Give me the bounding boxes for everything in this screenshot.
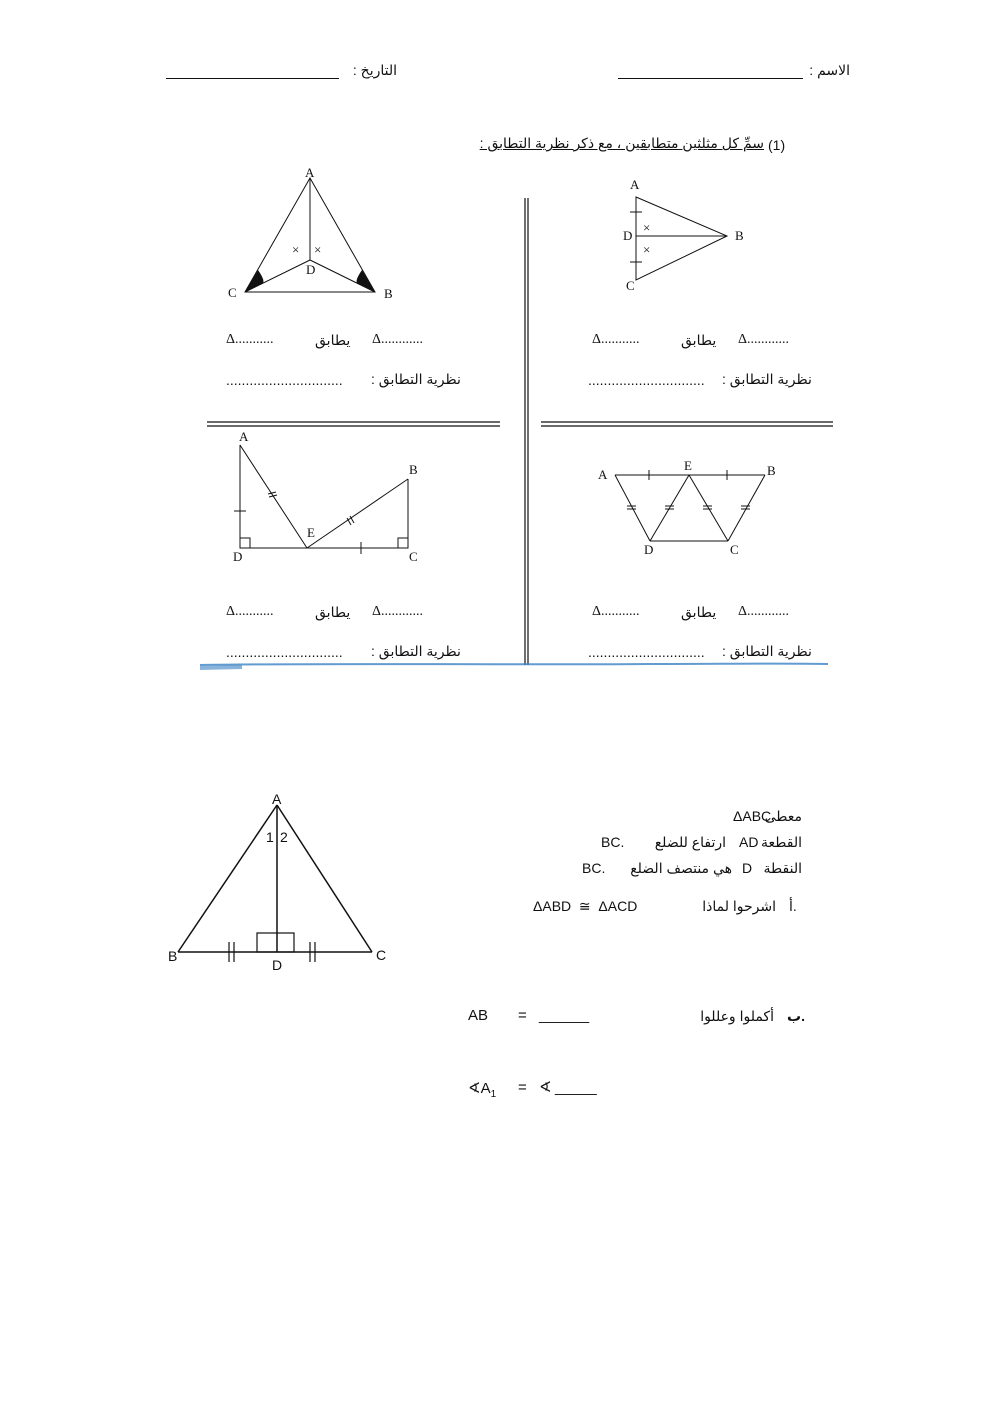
eq1-equals: =: [518, 1007, 527, 1024]
diagram-top-right: [610, 170, 760, 300]
diagram-bottom-left: [225, 425, 425, 570]
eq2-equals: =: [518, 1079, 527, 1096]
bl-theorem-blank[interactable]: ..............................: [226, 644, 343, 660]
part-a-marker: أ.: [789, 898, 797, 914]
svg-text:×: ×: [292, 242, 300, 257]
svg-text:×: ×: [643, 242, 651, 257]
part-a-statement: ΔABD ≅ ΔACD: [533, 898, 638, 914]
br-theorem-blank[interactable]: ..............................: [588, 644, 705, 660]
tl-theorem-label: نظرية التطابق :: [371, 371, 461, 387]
line2-point: D: [742, 860, 753, 876]
diagram-bottom-right: [595, 455, 785, 565]
label-B: B: [409, 462, 418, 477]
tr-theorem-label: نظرية التطابق :: [722, 371, 812, 387]
tr-triangle1-blank[interactable]: Δ...........: [592, 332, 640, 347]
label-E: E: [307, 525, 315, 540]
bl-triangle2-blank[interactable]: Δ............: [372, 604, 424, 619]
label-C: C: [376, 947, 387, 963]
label-angle1: 1: [266, 829, 274, 845]
label-D: D: [233, 549, 243, 564]
eq1-left: AB: [468, 1007, 489, 1024]
tr-congruent-word: يطابق: [681, 332, 717, 348]
label-angle2: 2: [280, 829, 288, 845]
label-A: A: [272, 791, 282, 807]
tl-triangle2-blank[interactable]: Δ............: [372, 332, 424, 347]
br-triangle2-blank[interactable]: Δ............: [738, 604, 790, 619]
given-label: معطى: [764, 808, 802, 824]
label-B: B: [168, 948, 178, 964]
label-C: C: [228, 285, 237, 300]
br-congruent-word: يطابق: [681, 604, 717, 620]
label-D: D: [644, 542, 654, 557]
question1-grid-lines: [0, 0, 1000, 700]
svg-text:×: ×: [643, 220, 651, 235]
tr-theorem-blank[interactable]: ..............................: [588, 372, 705, 388]
part-b-marker: ب.: [787, 1008, 805, 1024]
eq2-angle: ∢A: [468, 1080, 491, 1097]
eq2-subscript: 1: [490, 1089, 497, 1100]
label-A: A: [239, 429, 249, 444]
part-b-text: أكملوا وعللوا: [700, 1008, 774, 1024]
label-D: D: [306, 262, 316, 277]
label-A: A: [598, 467, 608, 482]
eq1-answer-blank[interactable]: ______: [539, 1007, 590, 1024]
question1-title: سمِّ كل مثلثين متطابقين ، مع ذكر نظرية التطابق :: [479, 135, 764, 151]
tl-triangle1-blank[interactable]: Δ...........: [226, 332, 274, 347]
label-C: C: [626, 278, 635, 293]
label-D: D: [623, 228, 633, 243]
given-triangle: ΔABC: [733, 808, 772, 824]
bl-triangle1-blank[interactable]: Δ...........: [226, 604, 274, 619]
question1-number: (1): [768, 137, 786, 153]
br-triangle1-blank[interactable]: Δ...........: [592, 604, 640, 619]
svg-text:×: ×: [314, 242, 322, 257]
eq2-left: [468, 1079, 496, 1100]
line1-end: BC.: [601, 834, 625, 850]
tr-triangle2-blank[interactable]: Δ............: [738, 332, 790, 347]
br-theorem-label: نظرية التطابق :: [722, 643, 812, 659]
label-B: B: [767, 463, 776, 478]
label-D: D: [272, 957, 283, 973]
diagram-top-left: [220, 160, 410, 310]
name-label: الاسم :: [809, 62, 850, 78]
line1-segment: AD: [739, 834, 759, 850]
label-B: B: [384, 286, 393, 301]
bl-theorem-label: نظرية التطابق :: [371, 643, 461, 659]
tl-congruent-word: يطابق: [315, 332, 351, 348]
line2-text-a: النقطة: [763, 860, 802, 876]
label-C: C: [730, 542, 739, 557]
line2-end: BC.: [582, 860, 606, 876]
diagram-isosceles-abc: [160, 785, 400, 975]
tl-theorem-blank[interactable]: ..............................: [226, 372, 343, 388]
part-a-text: اشرحوا لماذا: [702, 898, 776, 914]
line1-text-a: القطعة: [761, 834, 802, 850]
label-E: E: [684, 458, 692, 473]
label-A: A: [630, 177, 640, 192]
line1-text-b: ارتفاع للضلع: [654, 834, 726, 850]
label-C: C: [409, 549, 418, 564]
date-label: التاريخ :: [352, 62, 397, 78]
eq2-angle-symbol: ∢: [539, 1079, 552, 1096]
bl-congruent-word: يطابق: [315, 604, 351, 620]
line2-text-b: هي منتصف الضلع: [630, 860, 732, 876]
eq2-answer-blank[interactable]: _____: [555, 1079, 597, 1096]
label-B: B: [735, 228, 744, 243]
label-A: A: [305, 165, 315, 180]
